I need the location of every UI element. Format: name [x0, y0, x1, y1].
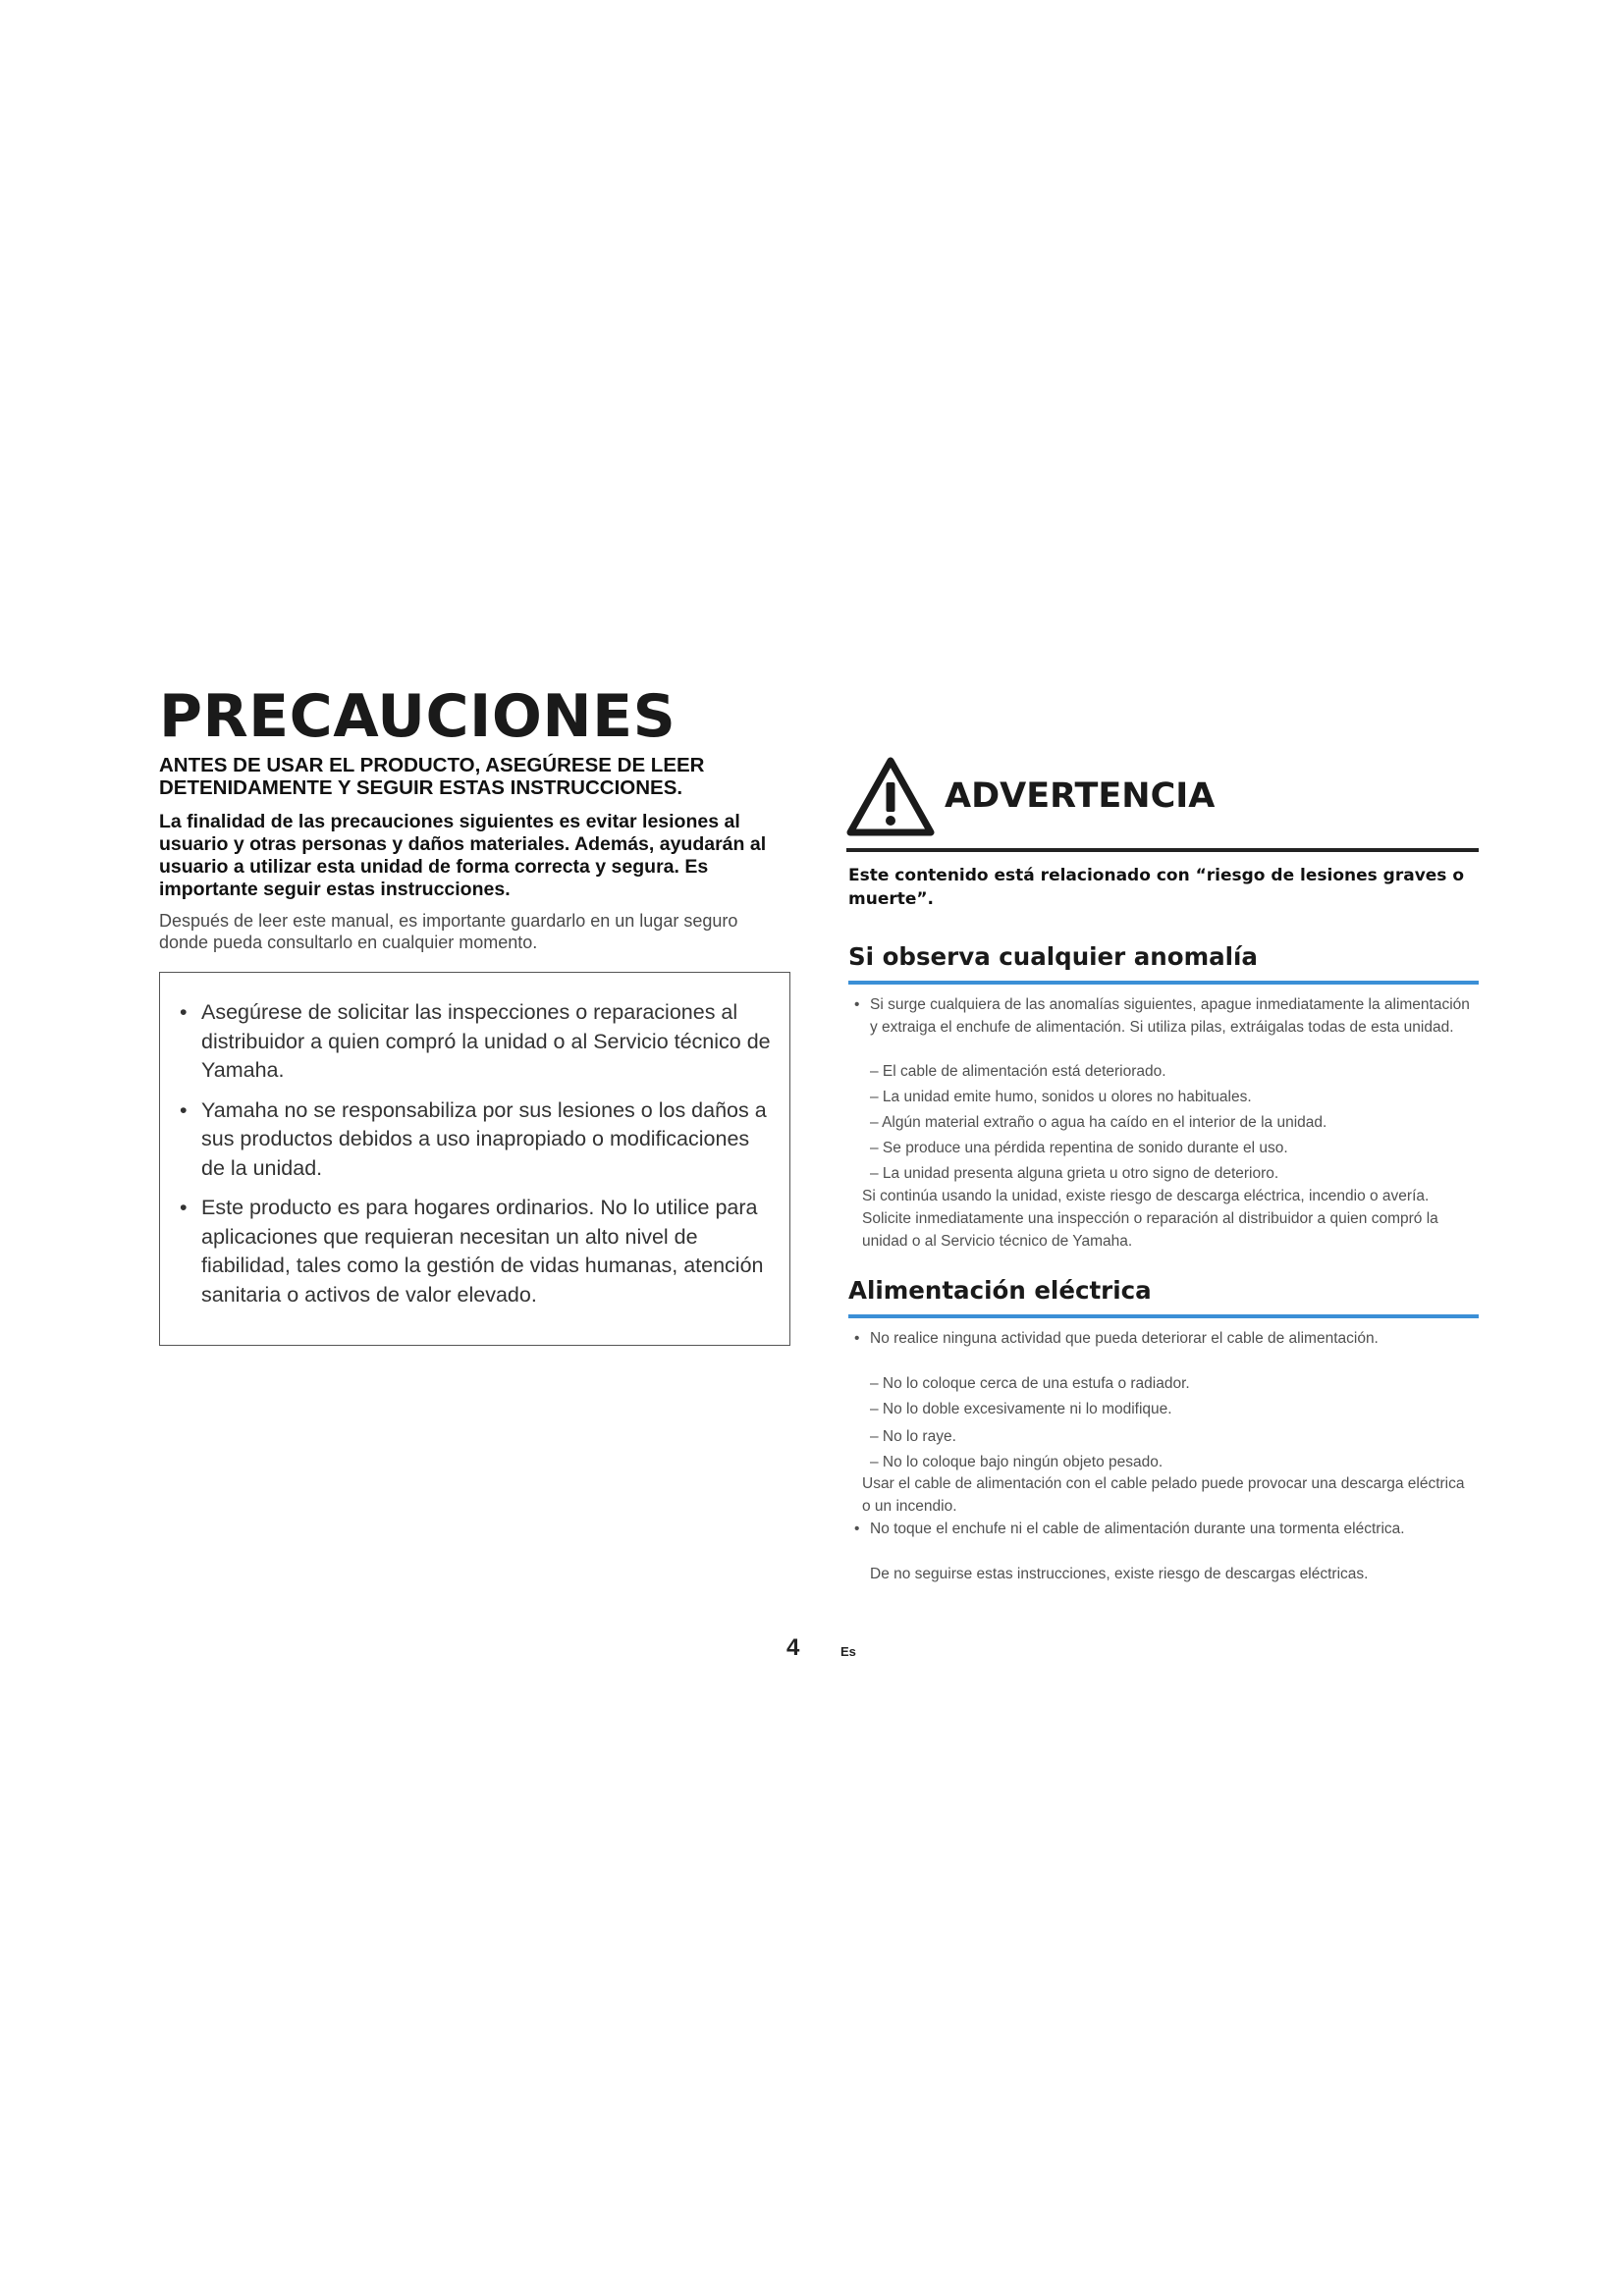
bullet: • [180, 1196, 188, 1219]
warning-divider [846, 848, 1479, 852]
power-item: – No lo coloque cerca de una estufa o radiador. [870, 1375, 1190, 1392]
anomaly-item: – Algún material extraño o agua ha caído en el interior de la unidad. [870, 1114, 1327, 1131]
page-number: 4 [786, 1634, 800, 1661]
notice-item-text: Este producto es para hogares ordinarios. No lo utilice para aplicaciones que requieran necesitan un alto nivel de fiabilidad, tales como la gestión de vidas humanas, atención sanitaria o activos de valor elevado. [201, 1196, 764, 1307]
page-title: PRECAUCIONES [159, 682, 677, 751]
keep-manual-note: Después de leer este manual, es importante guardarlo en un lugar seguro donde pueda consultarlo en cualquier momento. [159, 911, 738, 952]
notice-item [180, 1194, 772, 1309]
intro-heading: ANTES DE USAR EL PRODUCTO, ASEGÚRESE DE LEER DETENIDAMENTE Y SEGUIR ESTAS INSTRUCCIONES. [159, 754, 705, 799]
section-divider [848, 981, 1479, 985]
bullet: • [180, 1097, 188, 1122]
intro-purpose-text: La finalidad de las precauciones siguientes es evitar lesiones al usuario y otras personas y daños materiales. Además, ayudarán al usuario a utilizar esta unidad de forma correcta y segura. Es importante seguir estas instrucciones. [159, 811, 767, 900]
anomaly-item: – El cable de alimentación está deteriorado. [870, 1063, 1166, 1080]
warning-description: Este contenido está relacionado con “riesgo de lesiones graves o muerte”. [848, 866, 1465, 909]
notice-item [180, 1096, 772, 1184]
section-heading-anomaly: Si observa cualquier anomalía [848, 942, 1258, 971]
anomaly-item: – La unidad emite humo, sonidos u olores no habituales. [870, 1089, 1252, 1105]
section-heading-power: Alimentación eléctrica [848, 1276, 1152, 1305]
power-item: – No lo coloque bajo ningún objeto pesado. [870, 1454, 1164, 1470]
notice-item [180, 998, 772, 1086]
notice-item-text: Asegúrese de solicitar las inspecciones o reparaciones al distribuidor a quien compró la unidad o al Servicio técnico de Yamaha. [201, 1000, 771, 1082]
bullet: • [854, 1521, 860, 1537]
warning-title: ADVERTENCIA [945, 776, 1216, 816]
bullet: • [180, 1000, 188, 1024]
anomaly-intro: Si surge cualquiera de las anomalías siguientes, apague inmediatamente la alimentación y extraiga el enchufe de alimentación. Si utiliza pilas, extráigalas todas de esta unidad. [870, 996, 1470, 1036]
notice-item-text: Yamaha no se responsabiliza por sus lesiones o los daños a sus productos debidos a uso inapropiado o modificaciones de la unidad. [201, 1097, 767, 1180]
bullet: • [854, 1330, 860, 1347]
power-second-intro: No toque el enchufe ni el cable de alimentación durante una tormenta eléctrica. [870, 1521, 1405, 1537]
warning-triangle-icon [846, 756, 935, 836]
anomaly-item: – La unidad presenta alguna grieta u otro signo de deterioro. [870, 1165, 1279, 1182]
power-second-consequence: De no seguirse estas instrucciones, existe riesgo de descargas eléctricas. [870, 1566, 1369, 1582]
section-divider [848, 1314, 1479, 1318]
notice-box [159, 972, 790, 1346]
anomaly-consequence: Si continúa usando la unidad, existe riesgo de descarga eléctrica, incendio o avería. Solicite inmediatamente una inspección o reparación al distribuidor a quien compró la unidad o al Servicio técnico de Yamaha. [862, 1188, 1438, 1250]
notice-list [160, 973, 789, 1309]
power-consequence: Usar el cable de alimentación con el cable pelado puede provocar una descarga eléctrica o un incendio. [862, 1475, 1465, 1515]
bullet: • [854, 996, 860, 1013]
power-item: – No lo raye. [870, 1428, 956, 1445]
power-item: – No lo doble excesivamente ni lo modifique. [870, 1401, 1172, 1417]
anomaly-item: – Se produce una pérdida repentina de sonido durante el uso. [870, 1140, 1288, 1156]
language-code: Es [840, 1644, 856, 1659]
power-intro: No realice ninguna actividad que pueda deteriorar el cable de alimentación. [870, 1330, 1379, 1347]
